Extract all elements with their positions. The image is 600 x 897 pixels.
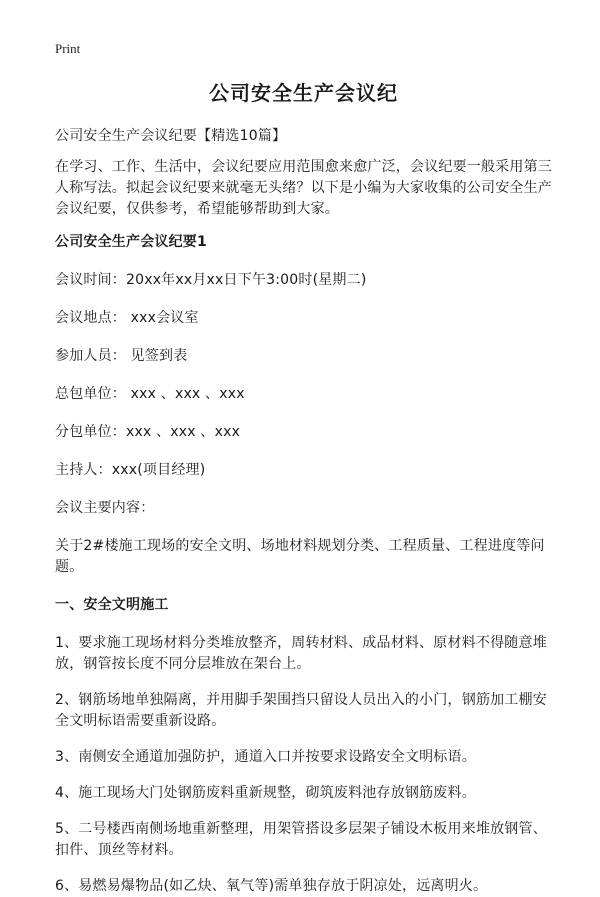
list-item: 3、南侧安全通道加强防护，通道入口并按要求设路安全文明标语。 — [55, 749, 476, 765]
list-item: 2、钢筋场地单独隔离，并用脚手架围挡只留设人员出入的小门，钢筋加工棚安全文明标语需要重新设路。 — [55, 692, 547, 729]
list-item: 1、要求施工现场材料分类堆放整齐，周转材料、成品材料、原材料不得随意堆放，钢管按长度不同分层堆放在架台上。 — [55, 635, 547, 672]
meeting-place: 会议地点： xxx会议室 — [55, 310, 199, 326]
meeting-host: 主持人：xxx(项目经理) — [55, 462, 206, 478]
attendees: 参加人员： 见签到表 — [55, 348, 188, 364]
section-heading-1: 公司安全生产会议纪要1 — [55, 234, 207, 250]
list-item: 5、二号楼西南侧场地重新整理，用架管搭设多层架子铺设木板用来堆放钢管、扣件、顶丝等材料。 — [55, 821, 547, 858]
intro-paragraph: 在学习、工作、生活中，会议纪要应用范围愈来愈广泛，会议纪要一般采用第三人称写法。拟起会议纪要来就毫无头绪？以下是小编为大家收集的公司安全生产会议纪要，仅供参考，希望能够帮助到大家。 — [55, 159, 552, 217]
list-item: 4、施工现场大门处钢筋废料重新规整，砌筑废料池存放钢筋废料。 — [55, 785, 476, 801]
meeting-time: 会议时间：20xx年xx月xx日下午3:00时(星期二) — [55, 272, 367, 288]
general-contractor: 总包单位： xxx 、xxx 、xxx — [55, 386, 245, 402]
document-subtitle: 公司安全生产会议纪要【精选10篇】 — [55, 128, 287, 144]
print-label[interactable]: Print — [55, 41, 81, 56]
main-content-label: 会议主要内容： — [55, 500, 155, 516]
page-title: 公司安全生产会议纪 — [209, 81, 398, 105]
main-content: 关于2#楼施工现场的安全文明、场地材料规划分类、工程质量、工程进度等问题。 — [55, 538, 545, 575]
subcontractor: 分包单位：xxx 、xxx 、xxx — [55, 424, 241, 440]
part1-heading: 一、安全文明施工 — [55, 597, 169, 613]
list-item: 6、易燃易爆物品(如乙炔、氧气等)需单独存放于阴凉处，远离明火。 — [55, 878, 488, 894]
